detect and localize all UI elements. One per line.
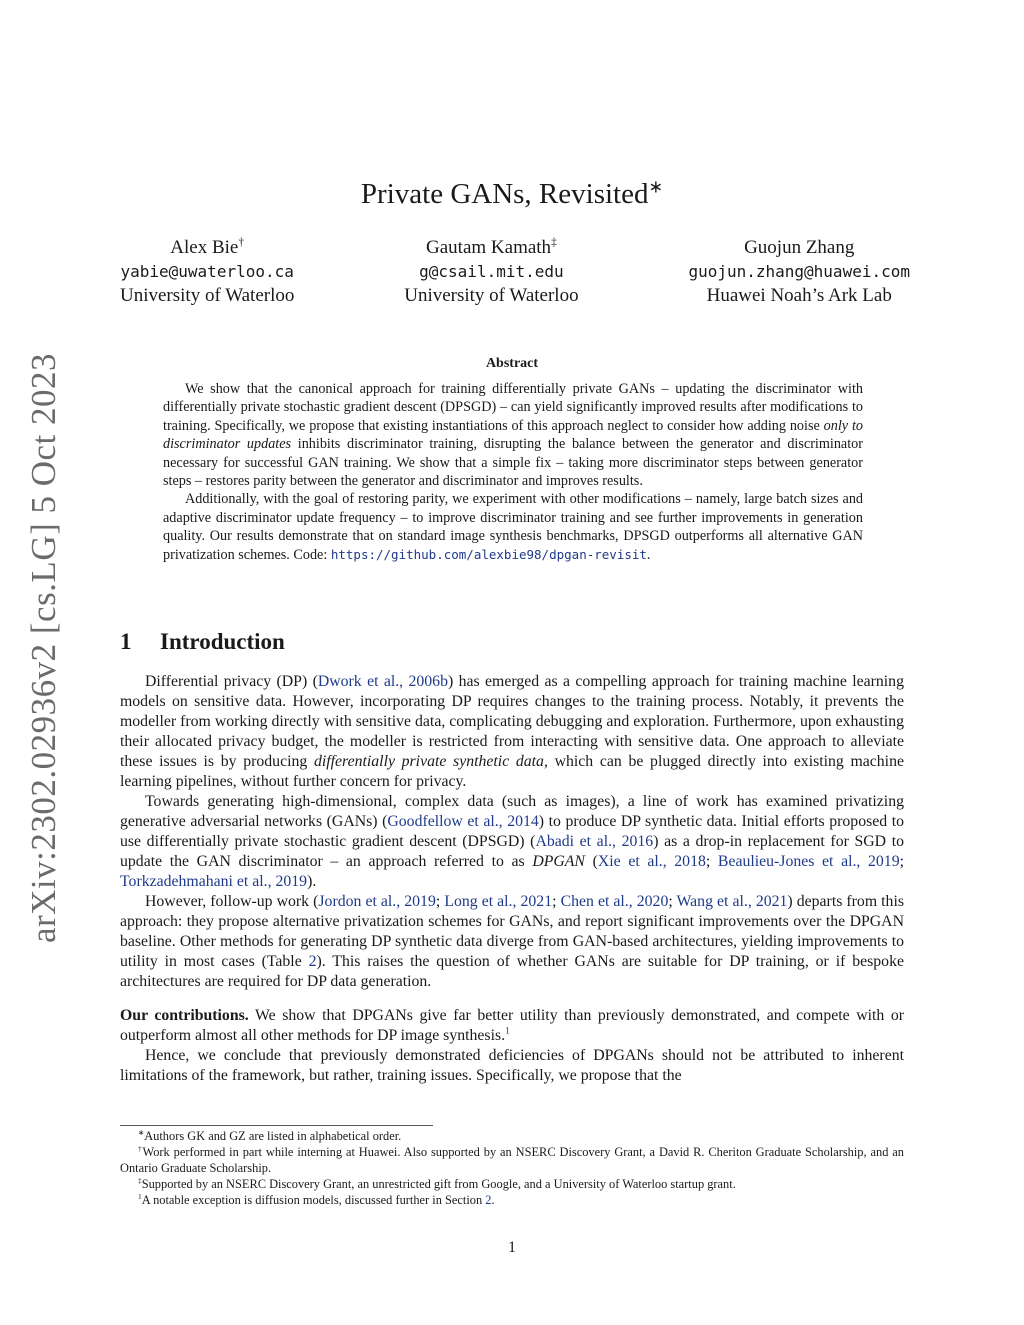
abstract-heading: Abstract — [485, 356, 539, 371]
paper-title: Private GANs, Revisited∗ — [360, 176, 664, 210]
section-heading — [120, 629, 285, 655]
author-block — [120, 236, 910, 308]
citation-link[interactable]: Abadi et al., 2016 — [535, 833, 654, 850]
citation-link[interactable]: Jordon et al., 2019 — [318, 893, 436, 910]
code-link[interactable]: https://github.com/alexbie98/dpgan-revisit — [330, 546, 647, 562]
contributions-heading: Our contributions. — [120, 1007, 249, 1024]
author-name: Guojun Zhang — [744, 237, 855, 258]
author-email: yabie@uwaterloo.ca — [120, 262, 294, 281]
citation-link[interactable]: Beaulieu-Jones et al., 2019 — [717, 853, 900, 870]
section-title: Introduction — [160, 629, 285, 654]
author-affiliation: University of Waterloo — [120, 285, 295, 306]
arxiv-sidebar-stamp — [14, 352, 74, 944]
body-paragraph: Our contributions. We show that DPGANs give far better utility than previously demonstrated, and compete with or outperform almost all other methods for DP image synthesis.$^1$ — [120, 1007, 904, 1044]
body-paragraph: Hence, we conclude that previously demonstrated deficiencies of DPGANs should not be attributed to inherent limitations of the framework, but rather, training issues. Specifically, we propose that the — [120, 1047, 904, 1084]
author-1 — [120, 236, 294, 308]
citation-link[interactable]: Long et al., 2021 — [444, 893, 553, 910]
author-email: guojun.zhang@huawei.com — [688, 262, 910, 281]
author-mark: ‡ — [551, 236, 557, 249]
body-paragraph: Differential privacy (DP) (Dwork et al., 2006b) has emerged as a compelling approach for training machine learning models on sensitive data. However, incorporating DP requires changes to the training process. Notably, it prevents the modeller from working directly with sensitive data, complicating debugging and exploration. Furthermore, upon exhausting their allocated privacy budget, the modeller is restricted from interacting with sensitive data. One approach to alleviate these issues is by producing differentially private synthetic data, which can be plugged directly into existing machine learning pipelines, without further concern for privacy. — [120, 673, 904, 790]
author-name: Gautam Kamath — [426, 237, 552, 258]
author-mark: † — [238, 236, 245, 249]
author-affiliation: University of Waterloo — [404, 285, 579, 306]
arxiv-id: arXiv:2302.02936v2 [cs.LG] 5 Oct 2023 — [24, 352, 63, 944]
section-ref-link[interactable]: 2 — [485, 1193, 492, 1207]
author-affiliation: Huawei Noah’s Ark Lab — [706, 285, 892, 306]
citation-link[interactable]: Xie et al., 2018 — [597, 853, 706, 870]
body-paragraph: Towards generating high-dimensional, complex data (such as images), a line of work has examined privatizing generative adversarial networks (GANs) (Goodfellow et al., 2014) to produce DP synthetic data. Initial efforts proposed to use differentially private stochastic gradient descent (DPSGD) (Abadi et al., 2016) as a drop-in replacement for SGD to update the GAN discriminator – an approach referred to as DPGAN (Xie et al., 2018; Beaulieu-Jones et al., 2019; Torkzadehmahani et al., 2019). — [120, 793, 904, 890]
citation-link[interactable]: Dwork et al., 2006b — [317, 673, 448, 690]
footnote: ∗Authors GK and GZ are listed in alphabetical order. — [138, 1127, 402, 1143]
title-footnote-mark: ∗ — [648, 176, 664, 197]
citation-link[interactable]: Torkzadehmahani et al., 2019 — [120, 873, 308, 890]
abstract-paragraph: Additionally, with the goal of restoring parity, we experiment with other modifications – namely, large batch sizes and adaptive discriminator update frequency – to improve discriminator training and see further improvements in generation quality. Our results demonstrate that on standard image synthesis benchmarks, DPSGD outperforms all alternative GAN privatization schemes. Code: https://github.com/alexbie98/dpgan-revisit. — [163, 491, 863, 563]
footnote: ‡Supported by an NSERC Discovery Grant, an unrestricted gift from Google, and a University of Waterloo startup grant. — [138, 1175, 736, 1191]
author-email: g@csail.mit.edu — [419, 262, 564, 281]
abstract-body — [163, 380, 863, 564]
footnote-rule — [120, 1125, 433, 1126]
footnote-ref-link[interactable]: 1 — [505, 1026, 510, 1037]
author-3 — [688, 236, 910, 308]
page-number: 1 — [508, 1239, 516, 1256]
body-paragraph: However, follow-up work (Jordon et al., 2019; Long et al., 2021; Chen et al., 2020; Wang et al., 2021) departs from this approach: they propose alternative privatization schemes for GANs, and report significant improvements over the DPGAN baseline. Other methods for generating DP synthetic data diverge from GAN-based architectures, yielding improvements to utility in most cases (Table 2). This raises the question of whether GANs are suitable for DP training, or if bespoke architectures are required for DP data generation. — [120, 893, 904, 990]
intro-body — [120, 672, 904, 1086]
table-ref-link[interactable]: 2 — [308, 953, 317, 970]
footnote: †Work performed in part while interning at Huawei. Also supported by an NSERC Discovery Grant, a David R. Cheriton Graduate Scholarship, and an Ontario Graduate Scholarship. — [120, 1143, 904, 1175]
author-name: Alex Bie — [170, 237, 239, 258]
section-number: 1 — [120, 629, 132, 654]
footnotes — [120, 1128, 904, 1208]
footnote: $^1$A notable exception is diffusion models, discussed further in Section 2. — [138, 1191, 495, 1207]
author-2 — [404, 236, 578, 308]
citation-link[interactable]: Chen et al., 2020 — [560, 893, 669, 910]
citation-link[interactable]: Goodfellow et al., 2014 — [387, 813, 539, 830]
citation-link[interactable]: Wang et al., 2021 — [676, 893, 788, 910]
abstract-paragraph: We show that the canonical approach for training differentially private GANs – updating the discriminator with differentially private stochastic gradient descent (DPSGD) – can yield significantly improved results after modifications to training. Specifically, we propose that existing instantiations of this approach neglect to consider how adding noise only to discriminator updates inhibits discriminator training, disrupting the balance between the generator and discriminator necessary for successful GAN training. We show that a simple fix – taking more discriminator steps between generator steps – restores parity between the generator and discriminator and improves results. — [163, 381, 863, 490]
